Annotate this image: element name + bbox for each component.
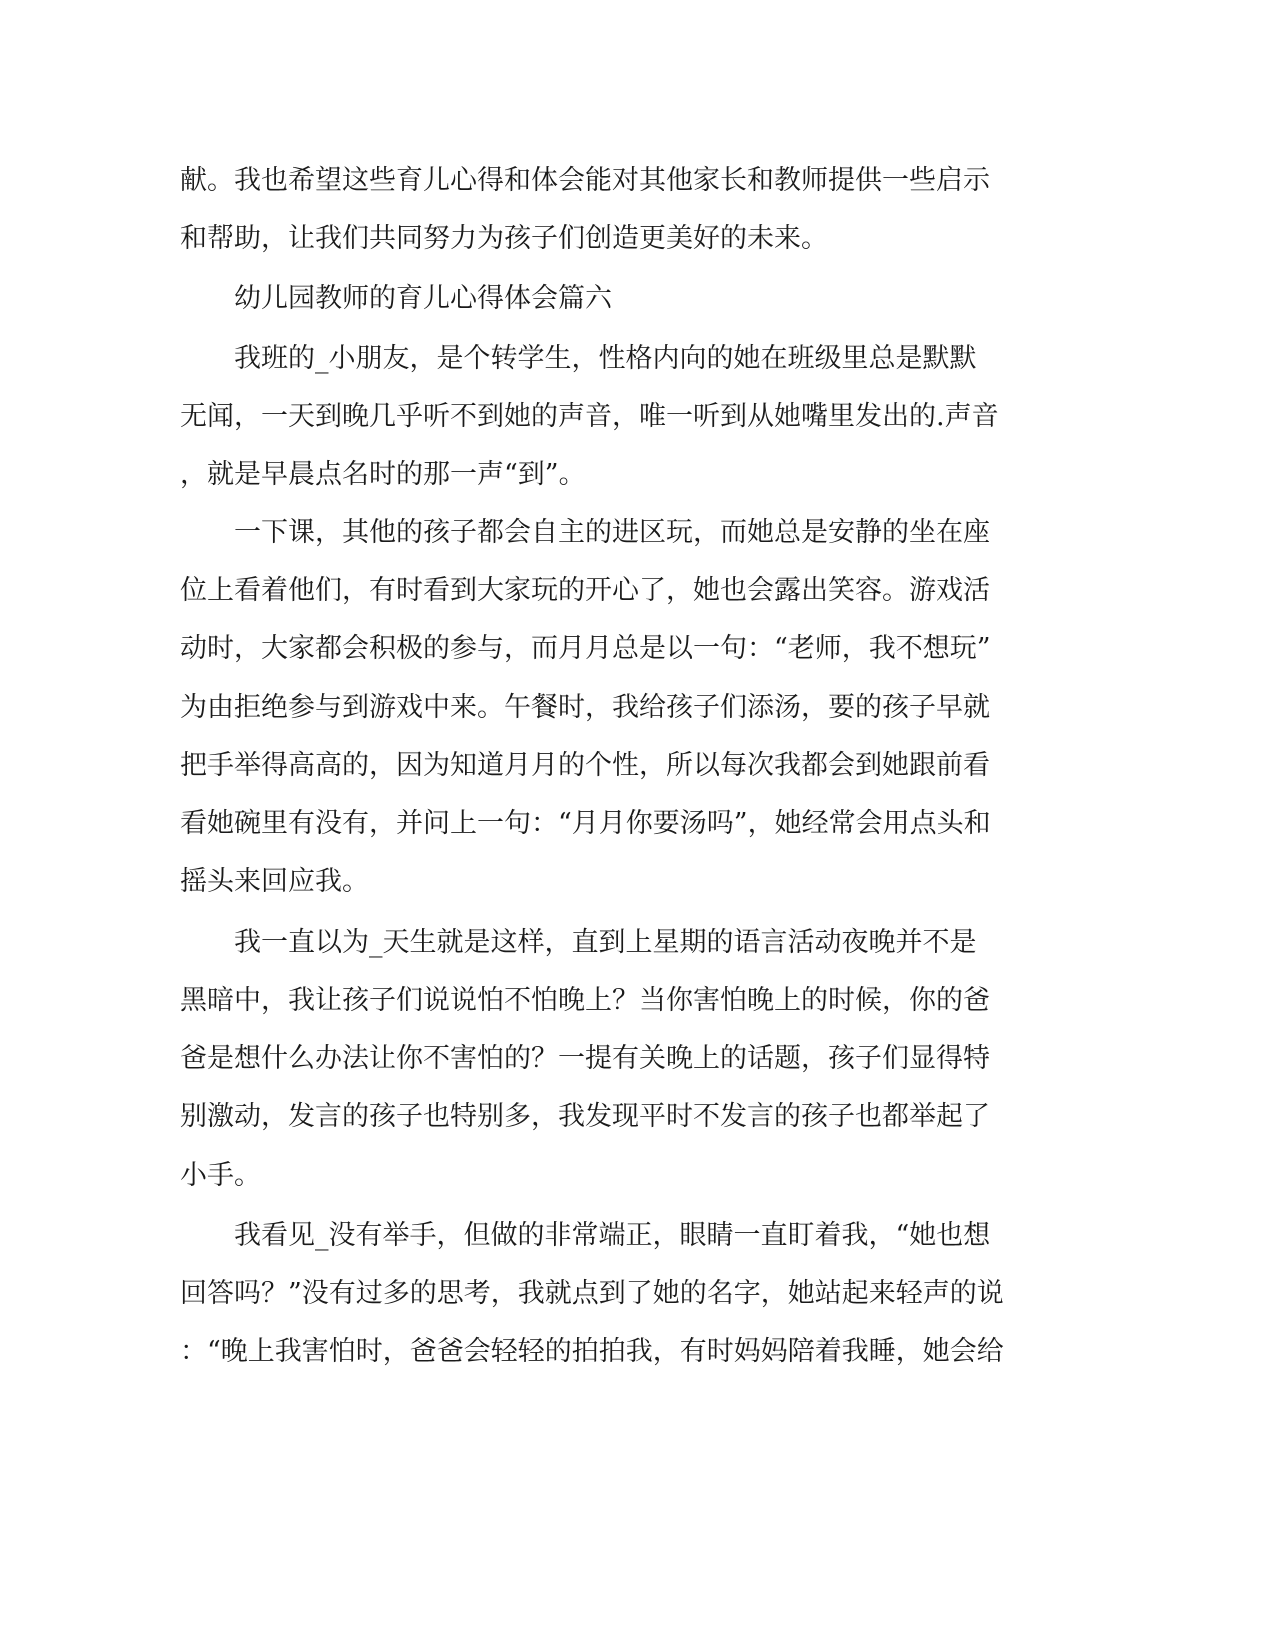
text-line: 和帮助，让我们共同努力为孩子们创造更美好的未来。: [180, 223, 828, 254]
text-line: 位上看着他们，有时看到大家玩的开心了，她也会露出笑容。游戏活: [180, 575, 990, 606]
text-line: 我一直以为_天生就是这样，直到上星期的语言活动夜晚并不是: [180, 927, 977, 958]
text-line: 小手。: [180, 1160, 261, 1191]
text-line: 献。我也希望这些育儿心得和体会能对其他家长和教师提供一些启示: [180, 165, 990, 196]
text-line: 无闻，一天到晚几乎听不到她的声音，唯一听到从她嘴里发出的.声音: [180, 401, 999, 432]
text-line: 回答吗？”没有过多的思考，我就点到了她的名字，她站起来轻声的说: [180, 1278, 1004, 1309]
text-line: ，就是早晨点名时的那一声“到”。: [180, 459, 586, 490]
text-line: 动时，大家都会积极的参与，而月月总是以一句：“老师，我不想玩”: [180, 633, 991, 664]
text-line: 我看见_没有举手，但做的非常端正，眼睛一直盯着我，“她也想: [180, 1220, 991, 1251]
text-line: 黑暗中，我让孩子们说说怕不怕晚上？当你害怕晚上的时候，你的爸: [180, 985, 990, 1016]
text-line: 看她碗里有没有，并问上一句：“月月你要汤吗”，她经常会用点头和: [180, 808, 991, 839]
section-heading: 幼儿园教师的育儿心得体会篇六: [180, 283, 612, 314]
text-line: 摇头来回应我。: [180, 866, 369, 897]
text-line: 别激动，发言的孩子也特别多，我发现平时不发言的孩子也都举起了: [180, 1101, 990, 1132]
text-line: 爸是想什么办法让你不害怕的？一提有关晚上的话题，孩子们显得特: [180, 1043, 990, 1074]
text-line: 我班的_小朋友，是个转学生，性格内向的她在班级里总是默默: [180, 343, 977, 374]
text-line: ：“晚上我害怕时，爸爸会轻轻的拍拍我，有时妈妈陪着我睡，她会给: [180, 1336, 1004, 1367]
text-line: 为由拒绝参与到游戏中来。午餐时，我给孩子们添汤，要的孩子早就: [180, 692, 990, 723]
text-line: 一下课，其他的孩子都会自主的进区玩，而她总是安静的坐在座: [180, 517, 990, 548]
text-line: 把手举得高高的，因为知道月月的个性，所以每次我都会到她跟前看: [180, 750, 990, 781]
